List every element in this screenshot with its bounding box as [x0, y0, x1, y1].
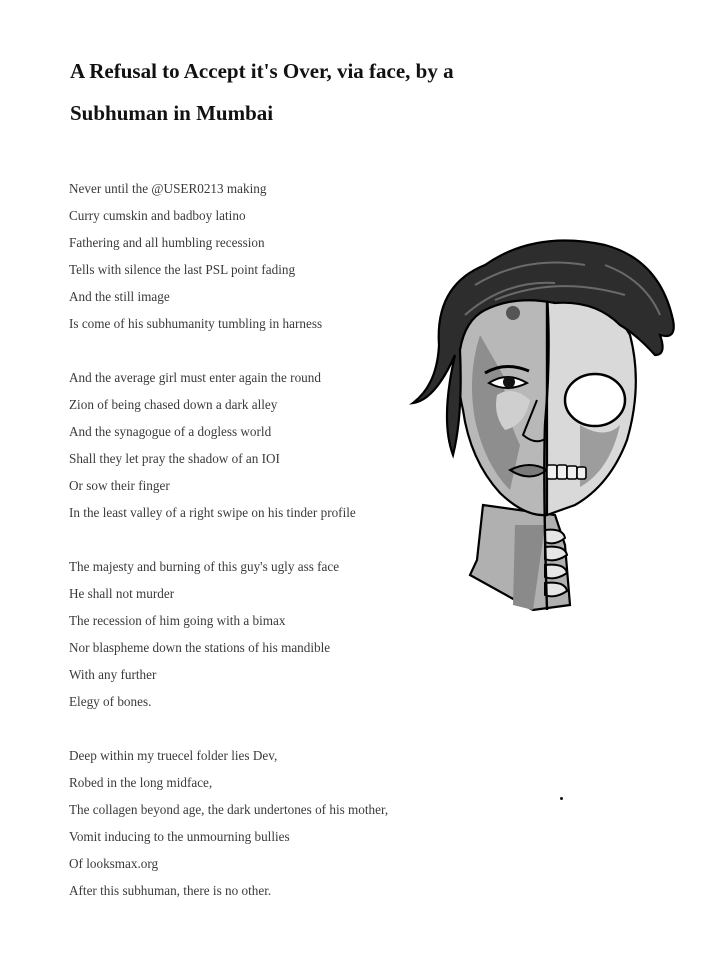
- poem-line: Is come of his subhumanity tumbling in harness: [69, 316, 323, 331]
- poem-line: Nor blaspheme down the stations of his mandible: [69, 640, 331, 655]
- poem-line: Deep within my truecel folder lies Dev,: [69, 748, 278, 763]
- poem-line: After this subhuman, there is no other.: [69, 883, 272, 898]
- poem-line: In the least valley of a right swipe on his tinder profile: [69, 505, 356, 520]
- poem-line: Elegy of bones.: [69, 694, 152, 709]
- mole: [506, 306, 520, 320]
- poem-line: Curry cumskin and badboy latino: [69, 208, 246, 223]
- poem-line: With any further: [69, 667, 157, 682]
- poem-title: [70, 50, 540, 134]
- teeth: [547, 465, 586, 479]
- poem-line: Fathering and all humbling recession: [69, 235, 265, 250]
- poem-line: Or sow their finger: [69, 478, 170, 493]
- poem-line: And the still image: [69, 289, 170, 304]
- poem-title-line-2: Subhuman in Mumbai: [70, 101, 274, 125]
- poem-line: And the average girl must enter again the round: [69, 370, 321, 385]
- poem-line: Tells with silence the last PSL point fading: [69, 262, 296, 277]
- stanza-4: [69, 742, 489, 904]
- poem-line: Shall they let pray the shadow of an IOI: [69, 451, 280, 466]
- stray-dot: [560, 797, 563, 800]
- poem-line: Zion of being chased down a dark alley: [69, 397, 278, 412]
- poem-line: Never until the @USER0213 making: [69, 181, 267, 196]
- poem-line: He shall not murder: [69, 586, 175, 601]
- pupil: [503, 376, 515, 388]
- eye-socket: [565, 374, 625, 426]
- poem-line: Vomit inducing to the unmourning bullies: [69, 829, 290, 844]
- poem-line: And the synagogue of a dogless world: [69, 424, 272, 439]
- half-face-half-skull-illustration: [405, 225, 685, 615]
- poem-line: The majesty and burning of this guy's ugly ass face: [69, 559, 340, 574]
- poem-line: The collagen beyond age, the dark undertones of his mother,: [69, 802, 389, 817]
- poem-line: Robed in the long midface,: [69, 775, 213, 790]
- poem-line: The recession of him going with a bimax: [69, 613, 286, 628]
- poem-title-line-1: A Refusal to Accept it's Over, via face, by a: [70, 59, 454, 83]
- poem-line: Of looksmax.org: [69, 856, 159, 871]
